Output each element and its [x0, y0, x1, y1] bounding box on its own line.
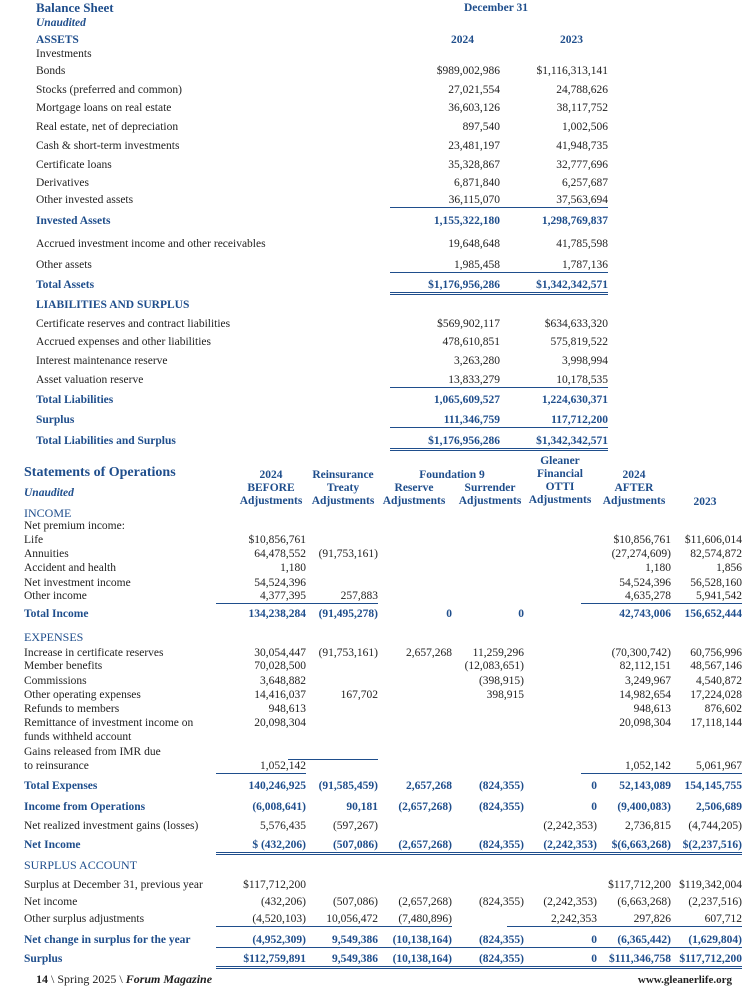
- operations-title: Statements of Operations: [24, 465, 176, 480]
- operations-value: 54,524,396: [254, 577, 306, 589]
- balance-value-2023: 117,712,200: [498, 413, 608, 428]
- operations-value: 5,576,435: [260, 820, 306, 832]
- operations-value: $(2,237,516): [652, 838, 742, 855]
- operations-value: $10,856,761: [248, 534, 306, 546]
- operations-row-label: Member benefits: [24, 660, 103, 672]
- operations-value: 297,826: [581, 912, 671, 927]
- balance-row-label: Bonds: [36, 65, 66, 77]
- operations-value: 54,524,396: [619, 577, 671, 589]
- operations-row-label: funds withheld account: [24, 731, 132, 743]
- operations-value: 2,242,353: [507, 912, 597, 927]
- balance-value-2024: 6,871,840: [454, 177, 500, 189]
- operations-value: 876,602: [704, 703, 742, 715]
- balance-row-label: Cash & short-term investments: [36, 140, 180, 152]
- operations-value: 48,567,146: [690, 660, 742, 672]
- operations-value: (10,138,164): [362, 933, 452, 948]
- operations-value: 398,915: [486, 689, 524, 701]
- operations-row-label: Increase in certificate reserves: [24, 647, 164, 659]
- balance-value-2024: 3,263,280: [454, 355, 500, 367]
- operations-row-label: Life: [24, 534, 44, 546]
- balance-value-2024: 1,985,458: [390, 258, 500, 273]
- operations-value: 70,028,500: [254, 660, 306, 672]
- header-foundation: [392, 469, 512, 482]
- header-otti-line: Adjustments: [528, 494, 592, 506]
- operations-row-label: Refunds to members: [24, 703, 120, 715]
- operations-value: 20,098,304: [619, 717, 671, 729]
- operations-value: 64,478,552: [254, 548, 306, 560]
- operations-value: 2,506,689: [696, 801, 742, 813]
- operations-value: 154,145,755: [684, 780, 742, 792]
- balance-value-2024: $989,002,986: [436, 65, 500, 77]
- operations-value: (824,355): [434, 838, 524, 855]
- operations-value: $117,712,200: [608, 879, 671, 891]
- operations-value: 0: [518, 608, 524, 620]
- balance-value-2024: 23,481,197: [448, 140, 500, 152]
- balance-row-label: Interest maintenance reserve: [36, 355, 168, 367]
- operations-value: 134,238,284: [248, 608, 306, 620]
- operations-value: 0: [507, 952, 597, 969]
- footer-issue: Spring 2025: [57, 972, 117, 986]
- operations-value: 90,181: [346, 801, 378, 813]
- header-surrender-line: Adjustments: [458, 495, 522, 507]
- page-number: 14: [36, 972, 48, 986]
- balance-row-label: Real estate, net of depreciation: [36, 121, 179, 133]
- operations-value: (91,753,161): [318, 647, 378, 659]
- balance-row-label: Other invested assets: [36, 194, 134, 206]
- balance-value-2024: $1,176,956,286: [390, 434, 500, 451]
- header-reinsurance-line: Treaty: [326, 482, 360, 494]
- balance-value-2024: 36,603,126: [448, 102, 500, 114]
- header-reserve-line: Reserve: [394, 482, 434, 494]
- balance-row-label: Invested Assets: [36, 215, 111, 227]
- balance-value-2023: 38,117,752: [556, 102, 608, 114]
- operations-value: 82,574,872: [690, 548, 742, 560]
- header-reinsurance-line: Adjustments: [311, 495, 375, 507]
- operations-value: 0: [591, 801, 597, 813]
- operations-value: $(6,663,268): [581, 838, 671, 855]
- balance-value-2024: 1,065,609,527: [433, 394, 500, 406]
- operations-row-label: Net realized investment gains (losses): [24, 820, 199, 832]
- balance-value-2024: 27,021,554: [448, 84, 500, 96]
- operations-value: (4,952,309): [216, 933, 306, 948]
- balance-value-2023: 32,777,696: [556, 159, 608, 171]
- operations-row-label: Other operating expenses: [24, 689, 141, 701]
- operations-row-label: Net change in surplus for the year: [24, 934, 191, 946]
- operations-value: 60,756,996: [690, 647, 742, 659]
- operations-value: 4,635,278: [581, 589, 671, 604]
- operations-value: 9,549,386: [288, 952, 378, 969]
- balance-value-2023: 3,998,994: [562, 355, 608, 367]
- operations-value: (507,086): [332, 896, 378, 908]
- operations-value: 5,061,967: [652, 759, 742, 774]
- operations-value: 3,249,967: [625, 675, 671, 687]
- operations-value: (12,083,651): [464, 660, 524, 672]
- operations-value: 9,549,386: [288, 933, 378, 948]
- operations-value: 1,180: [280, 562, 306, 574]
- balance-row-label: Mortgage loans on real estate: [36, 102, 172, 114]
- operations-value: 607,712: [652, 912, 742, 927]
- balance-value-2024: 1,155,322,180: [433, 215, 500, 227]
- operations-value: 17,224,028: [690, 689, 742, 701]
- operations-value: (4,520,103): [216, 912, 306, 927]
- balance-row-label: Total Liabilities: [36, 394, 114, 406]
- operations-value: 0: [507, 933, 597, 948]
- operations-value: 14,982,654: [619, 689, 671, 701]
- operations-row-label: Surplus at December 31, previous year: [24, 879, 203, 891]
- operations-value: (2,242,353): [507, 838, 597, 855]
- operations-value: 4,540,872: [696, 675, 742, 687]
- footer-sep-2: \: [119, 972, 126, 986]
- operations-value: (824,355): [434, 933, 524, 948]
- balance-value-2024: 13,833,279: [390, 373, 500, 388]
- header-2024-before-line: BEFORE: [247, 482, 295, 494]
- header-reserve-line: Adjustments: [382, 495, 446, 507]
- header-otti-line: Financial: [536, 468, 583, 480]
- operations-value: (597,267): [332, 820, 378, 832]
- header-2024-before-line: Adjustments: [239, 495, 303, 507]
- operations-value: 4,377,395: [216, 589, 306, 604]
- balance-value-2023: 24,788,626: [556, 84, 608, 96]
- operations-value: 948,613: [268, 703, 306, 715]
- balance-value-2023: 1,298,769,837: [541, 215, 608, 227]
- header-2024-before-line: 2024: [259, 469, 283, 481]
- operations-value: $ (432,206): [216, 838, 306, 855]
- operations-row-label: Gains released from IMR due: [24, 746, 161, 758]
- operations-value: (4,744,205): [688, 820, 742, 832]
- balance-value-2023: 575,819,522: [550, 336, 608, 348]
- balance-row-label: Derivatives: [36, 177, 90, 189]
- balance-value-2023: 10,178,535: [498, 373, 608, 388]
- operations-value: (824,355): [478, 801, 524, 813]
- operations-row-label: Net investment income: [24, 577, 131, 589]
- balance-row-label: Asset valuation reserve: [36, 374, 144, 386]
- balance-value-2023: 1,002,506: [562, 121, 608, 133]
- header-2024-after-line: Adjustments: [602, 495, 666, 507]
- balance-value-2023: $1,116,313,141: [536, 65, 608, 77]
- assets-header: ASSETS: [36, 34, 79, 46]
- header-foundation-line: Foundation 9: [419, 469, 485, 481]
- header-2024-after-line: 2024: [622, 469, 646, 481]
- operations-value: $119,342,004: [679, 879, 742, 891]
- balance-value-2023: 6,257,687: [562, 177, 608, 189]
- operations-row-label: INCOME: [24, 506, 72, 520]
- operations-value: (824,355): [434, 952, 524, 969]
- operations-row-label: Net premium income:: [24, 520, 125, 532]
- operations-value: $111,346,758: [581, 952, 671, 969]
- balance-value-2024: $1,176,956,286: [390, 278, 500, 295]
- operations-value: $117,712,200: [243, 879, 306, 891]
- operations-value: $117,712,200: [652, 952, 742, 969]
- operations-value: 10,056,472: [288, 912, 378, 927]
- operations-row-label: Accident and health: [24, 562, 116, 574]
- operations-value: $112,759,891: [216, 952, 306, 969]
- operations-value: 2,657,268: [406, 780, 452, 792]
- operations-row-label: Total Expenses: [24, 780, 98, 792]
- balance-sheet-title: Balance Sheet: [36, 0, 114, 15]
- operations-value: 1,856: [716, 562, 742, 574]
- header-2024-after-line: AFTER: [614, 482, 654, 494]
- balance-row-label: Total Assets: [36, 279, 95, 291]
- operations-value: 52,143,089: [619, 780, 671, 792]
- operations-value: 20,098,304: [254, 717, 306, 729]
- operations-value: 42,743,006: [619, 608, 671, 620]
- operations-value: 140,246,925: [248, 780, 306, 792]
- header-surrender-line: Surrender: [464, 482, 516, 494]
- balance-value-2023: 41,785,598: [556, 238, 608, 250]
- operations-value: 11,259,296: [472, 647, 524, 659]
- balance-value-2023: $1,342,342,571: [498, 278, 608, 295]
- operations-value: (6,365,442): [581, 933, 671, 948]
- balance-value-2023: 41,948,735: [556, 140, 608, 152]
- operations-value: (91,753,161): [318, 548, 378, 560]
- operations-value: $10,856,761: [613, 534, 671, 546]
- operations-value: 1,052,142: [581, 759, 671, 774]
- operations-value: 1,180: [645, 562, 671, 574]
- operations-value: (507,086): [288, 838, 378, 855]
- operations-value: 3,648,882: [260, 675, 306, 687]
- operations-row-label: Other surplus adjustments: [24, 913, 145, 925]
- operations-value: 156,652,444: [684, 608, 742, 620]
- balance-value-2024: $569,902,117: [437, 318, 500, 330]
- header-2023: [645, 496, 750, 509]
- operations-value: 2,736,815: [625, 820, 671, 832]
- operations-row-label: Remittance of investment income on: [24, 717, 194, 729]
- operations-row-label: Surplus: [24, 953, 63, 965]
- balance-row-label: Stocks (preferred and common): [36, 84, 182, 96]
- operations-value: (2,237,516): [688, 896, 742, 908]
- operations-value: 1,052,142: [216, 759, 306, 774]
- balance-value-2024: 897,540: [462, 121, 500, 133]
- operations-row-label: Net Income: [24, 839, 81, 851]
- footer-url: www.gleanerlife.org: [637, 974, 732, 986]
- header-otti-line: OTTI: [545, 481, 575, 493]
- operations-row-label: Net income: [24, 896, 78, 908]
- page-footer: [0, 970, 750, 990]
- operations-value: 5,941,542: [652, 589, 742, 604]
- balance-row-label: LIABILITIES AND SURPLUS: [36, 299, 190, 311]
- operations-value: (2,657,268): [398, 801, 452, 813]
- operations-row-label: SURPLUS ACCOUNT: [24, 858, 138, 872]
- operations-value: 2,657,268: [406, 647, 452, 659]
- balance-row-label: Other assets: [36, 259, 92, 271]
- operations-value: [288, 759, 378, 760]
- balance-row-label: Certificate reserves and contract liabilities: [36, 318, 231, 330]
- operations-value: (6,008,641): [252, 801, 306, 813]
- operations-value: 167,702: [340, 689, 378, 701]
- operations-value: $11,606,014: [684, 534, 742, 546]
- balance-row-label: Total Liabilities and Surplus: [36, 435, 176, 447]
- balance-row-label: Accrued investment income and other receivables: [36, 238, 266, 250]
- balance-value-2023: $634,633,320: [544, 318, 608, 330]
- operations-row-label: Commissions: [24, 675, 87, 687]
- operations-value: (398,915): [478, 675, 524, 687]
- operations-value: (10,138,164): [362, 952, 452, 969]
- balance-row-label: Accrued expenses and other liabilities: [36, 336, 211, 348]
- balance-value-2024: 19,648,648: [448, 238, 500, 250]
- operations-value: (2,657,268): [398, 896, 452, 908]
- operations-value: (2,242,353): [543, 820, 597, 832]
- balance-row-label: Surplus: [36, 414, 75, 426]
- operations-value: (7,480,896): [362, 912, 452, 927]
- footer-magazine: Forum Magazine: [125, 972, 213, 986]
- balance-value-2023: 37,563,694: [498, 193, 608, 208]
- balance-row-label: Certificate loans: [36, 159, 112, 171]
- investments-label: Investments: [36, 48, 92, 60]
- operations-value: 257,883: [288, 589, 378, 604]
- operations-value: (70,300,742): [611, 647, 671, 659]
- operations-value: (1,629,804): [652, 933, 742, 948]
- balance-sheet-unaudited: Unaudited: [36, 17, 86, 29]
- header-otti-line: Gleaner: [540, 455, 580, 467]
- operations-value: (27,274,609): [611, 548, 671, 560]
- operations-value: 948,613: [633, 703, 671, 715]
- date-header: December 31: [464, 2, 528, 14]
- operations-value: 14,416,037: [254, 689, 306, 701]
- operations-value: (824,355): [478, 896, 524, 908]
- operations-row-label: Total Income: [24, 608, 89, 620]
- operations-value: (824,355): [478, 780, 524, 792]
- operations-value: (2,242,353): [543, 896, 597, 908]
- operations-value: 82,112,151: [619, 660, 671, 672]
- balance-value-2023: 1,787,136: [498, 258, 608, 273]
- balance-value-2023: 1,224,630,371: [541, 394, 608, 406]
- operations-value: (2,657,268): [362, 838, 452, 855]
- operations-value: 0: [446, 608, 452, 620]
- footer-sep-1: \: [51, 972, 58, 986]
- balance-value-2024: 36,115,070: [390, 193, 500, 208]
- operations-row-label: EXPENSES: [24, 630, 84, 644]
- operations-value: 17,118,144: [690, 717, 742, 729]
- operations-row-label: Annuities: [24, 548, 69, 560]
- header-2023-line: 2023: [693, 496, 717, 508]
- operations-row-label: Income from Operations: [24, 801, 146, 813]
- operations-row-label: Other income: [24, 590, 87, 602]
- col-2023-header: 2023: [560, 34, 583, 46]
- col-2024-header: 2024: [451, 34, 474, 46]
- balance-value-2023: $1,342,342,571: [498, 434, 608, 451]
- operations-value: (432,206): [260, 896, 306, 908]
- operations-unaudited: Unaudited: [24, 487, 74, 499]
- operations-value: (91,585,459): [318, 780, 378, 792]
- operations-value: (9,400,083): [617, 801, 671, 813]
- balance-value-2024: 35,328,867: [448, 159, 500, 171]
- header-reinsurance-line: Reinsurance: [312, 469, 374, 481]
- balance-value-2024: 478,610,851: [442, 336, 500, 348]
- operations-row-label: to reinsurance: [24, 760, 89, 772]
- operations-value: (6,663,268): [617, 896, 671, 908]
- operations-value: 30,054,447: [254, 647, 306, 659]
- operations-value: 56,528,160: [690, 577, 742, 589]
- operations-value: 0: [591, 780, 597, 792]
- operations-value: (91,495,278): [318, 608, 378, 620]
- balance-value-2024: 111,346,759: [390, 413, 500, 428]
